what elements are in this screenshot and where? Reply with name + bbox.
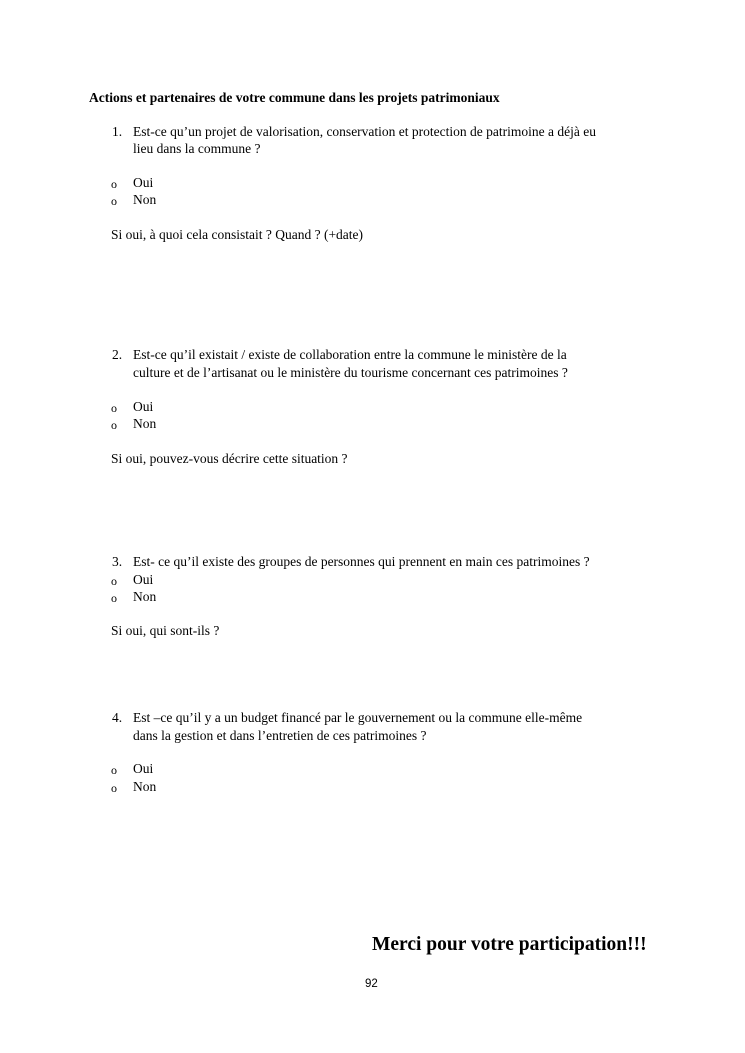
section-title: Actions et partenaires de votre commune dans les projets patrimoniaux bbox=[89, 90, 500, 105]
option-non: Non bbox=[133, 589, 157, 604]
question-number: 2. bbox=[112, 347, 123, 362]
radio-bullet-icon: o bbox=[111, 194, 117, 208]
question-number: 3. bbox=[112, 554, 123, 569]
question-number: 4. bbox=[112, 710, 123, 725]
radio-bullet-icon: o bbox=[111, 781, 117, 795]
option-oui: Oui bbox=[133, 399, 154, 414]
option-non: Non bbox=[133, 779, 157, 794]
option-oui: Oui bbox=[133, 761, 154, 776]
radio-bullet-icon: o bbox=[111, 574, 117, 588]
radio-bullet-icon: o bbox=[111, 401, 117, 415]
page-number: 92 bbox=[365, 978, 378, 990]
question-text-line: culture et de l’artisanat ou le ministère du tourisme concernant ces patrimoines ? bbox=[133, 365, 568, 380]
radio-bullet-icon: o bbox=[111, 591, 117, 605]
question-text-line: Est-ce qu’un projet de valorisation, conservation et protection de patrimoine a déjà eu bbox=[133, 124, 596, 139]
followup-question: Si oui, qui sont-ils ? bbox=[111, 623, 220, 638]
option-non: Non bbox=[133, 192, 157, 207]
radio-bullet-icon: o bbox=[111, 763, 117, 777]
question-text-line: lieu dans la commune ? bbox=[133, 141, 261, 156]
option-non: Non bbox=[133, 416, 157, 431]
radio-bullet-icon: o bbox=[111, 177, 117, 191]
radio-bullet-icon: o bbox=[111, 418, 117, 432]
question-text-line: Est –ce qu’il y a un budget financé par le gouvernement ou la commune elle-même bbox=[133, 710, 583, 725]
question-text-line: Est- ce qu’il existe des groupes de personnes qui prennent en main ces patrimoines ? bbox=[133, 554, 590, 569]
question-text-line: Est-ce qu’il existait / existe de collaboration entre la commune le ministère de la bbox=[133, 347, 567, 362]
followup-question: Si oui, pouvez-vous décrire cette situation ? bbox=[111, 451, 348, 466]
question-text-line: dans la gestion et dans l’entretien de ces patrimoines ? bbox=[133, 728, 427, 743]
option-oui: Oui bbox=[133, 572, 154, 587]
question-number: 1. bbox=[112, 124, 123, 139]
closing-message: Merci pour votre participation!!! bbox=[372, 934, 647, 955]
followup-question: Si oui, à quoi cela consistait ? Quand ? (+date) bbox=[111, 227, 364, 242]
option-oui: Oui bbox=[133, 175, 154, 190]
